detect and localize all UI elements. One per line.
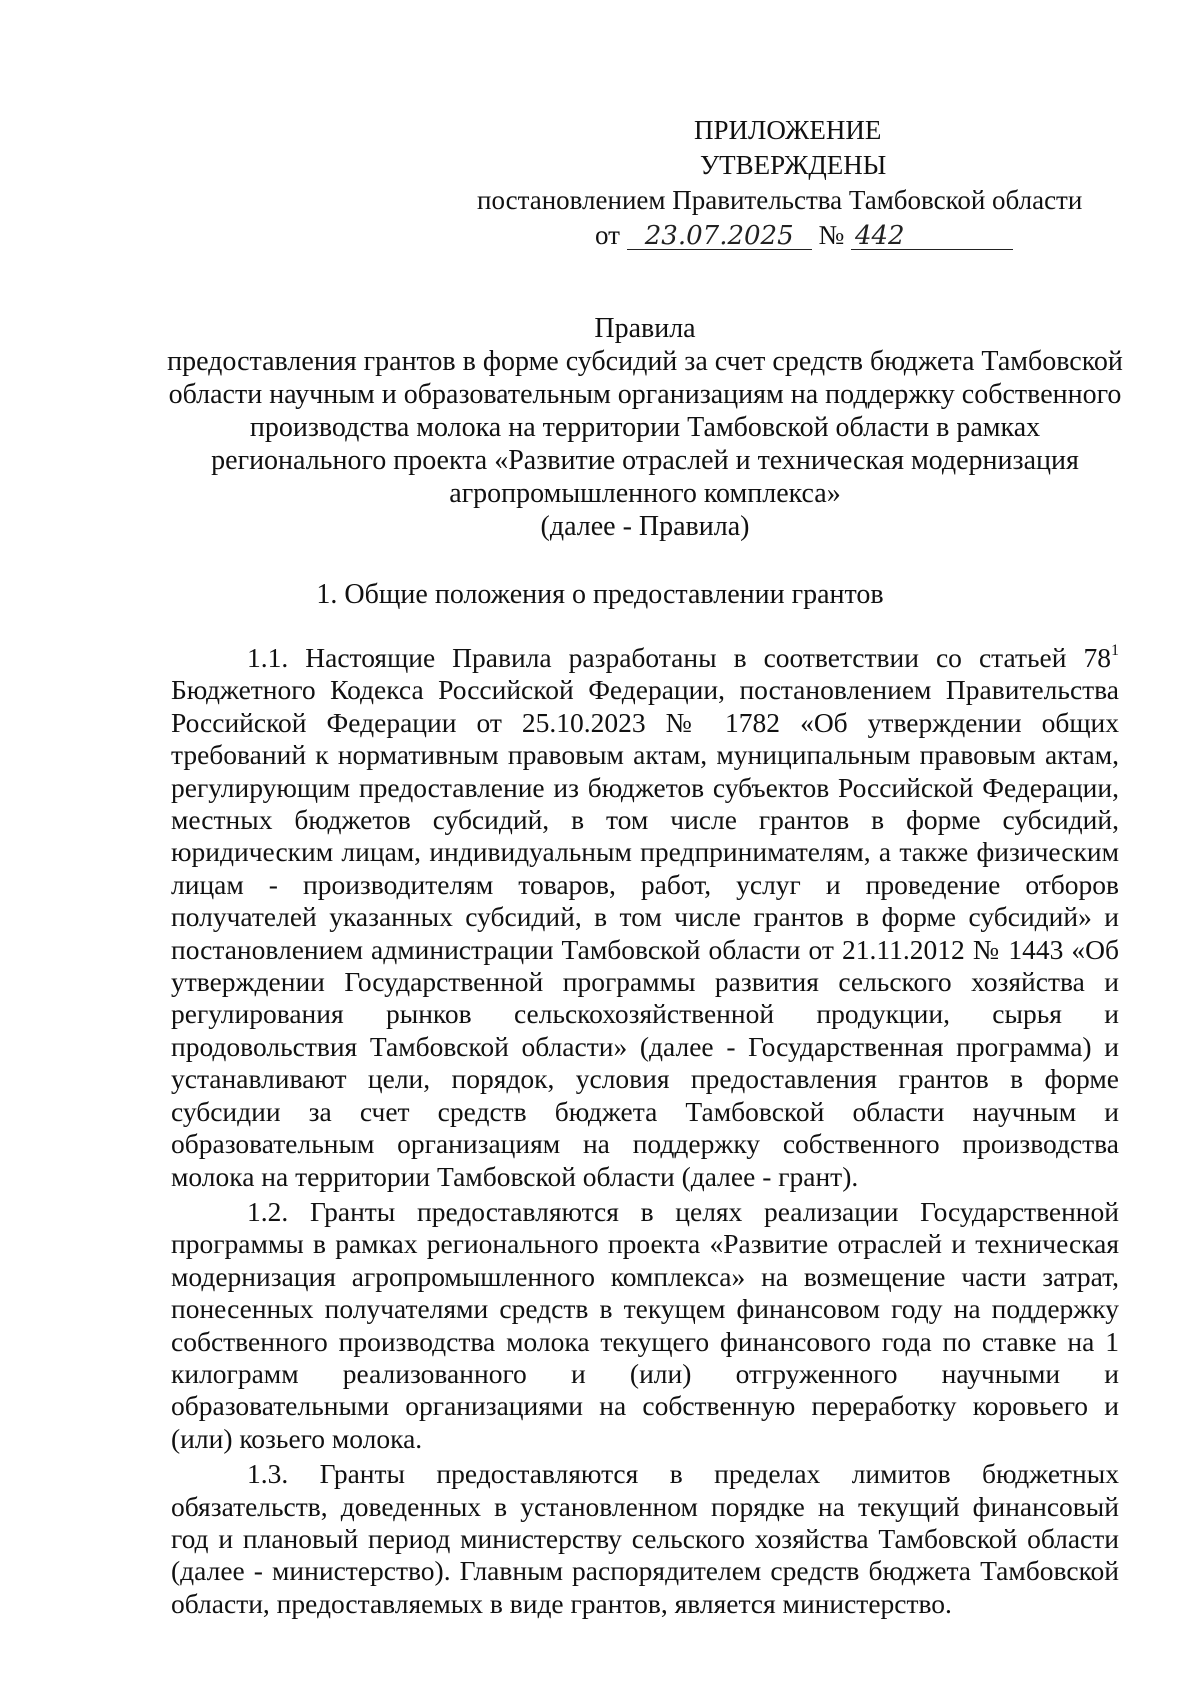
- paragraph-1-1-rest: Бюджетного Кодекса Российской Федерации, постановлением Правительства Российской Федерации от 25.10.2023 № 1782 «Об утверждении общих требований к нормативным правовым актам, муниципальным правовым актам, регулирующим предоставление из бюджетов субъектов Российской Федерации, местных бюджетов субсидий, в том числе грантов в форме субсидий, юридическим лицам, индивидуальным предпринимателям, а также физическим лицам - производителям товаров, работ, услуг и проведение отборов получателей указанных субсидий, в том числе грантов в форме субсидий» и постановлением администрации Тамбовской области от 21.11.2012 № 1443 «Об утверждении Государственной программы развития сельского хозяйства и регулирования рынков сельскохозяйственной продукции, сырья и продовольствия Тамбовской области» (далее - Государственная программа) и устанавливают цели, порядок, условия предоставления грантов в форме субсидии за счет средств бюджета Тамбовской области научным и образовательным организациям на поддержку собственного производства молока на территории Тамбовской области (далее - грант).: [171, 674, 1119, 1192]
- title-line: агропромышленного комплекса»: [449, 478, 841, 509]
- title-line: предоставления грантов в форме субсидий за счет средств бюджета Тамбовской: [167, 346, 1123, 377]
- date-field: [627, 222, 812, 250]
- document-body: [171, 642, 1119, 1620]
- title-line: области научным и образовательным организациям на поддержку собственного: [168, 379, 1122, 410]
- handwritten-date: 23.07.2025: [644, 221, 794, 251]
- document-title: [150, 312, 1140, 543]
- section-heading: 1. Общие положения о предоставлении грантов: [316, 579, 884, 610]
- appendix-label: ПРИЛОЖЕНИЕ: [694, 115, 882, 145]
- number-prefix: №: [818, 220, 845, 250]
- number-field: [851, 222, 1013, 250]
- paragraph-1-1: [171, 642, 1119, 1193]
- approval-authority: постановлением Правительства Тамбовской области: [477, 185, 1083, 215]
- title-line: производства молока на территории Тамбовской области в рамках: [249, 412, 1041, 443]
- handwritten-number: 442: [854, 221, 905, 251]
- title-word: Правила: [594, 313, 696, 344]
- paragraph-1-3: 1.3. Гранты предоставляются в пределах лимитов бюджетных обязательств, доведенных в установленном порядке на текущий финансовый год и плановый период министерству сельского хозяйства Тамбовской области (далее - министерство). Главным распорядителем средств бюджета Тамбовской области, предоставляемых в виде грантов, является министерство.: [171, 1458, 1119, 1619]
- paragraph-1-1-start: 1.1. Настоящие Правила разработаны в соответствии со статьей 78: [247, 642, 1111, 673]
- title-line: (далее - Правила): [540, 511, 750, 542]
- approved-label: УТВЕРЖДЕНЫ: [700, 150, 887, 180]
- date-prefix: от: [595, 220, 620, 250]
- paragraph-1-2: 1.2. Гранты предоставляются в целях реализации Государственной программы в рамках регионального проекта «Развитие отраслей и техническая модернизация агропромышленного комплекса» на возмещение части затрат, понесенных получателями средств в текущем финансовом году на поддержку собственного производства молока текущего финансового года по ставке на 1 килограмм реализованного и (или) отгруженного научными и образовательными организациями на собственную переработку коровьего и (или) козьего молока.: [171, 1195, 1119, 1454]
- approval-date-number: [595, 219, 1013, 252]
- article-superscript: 1: [1111, 642, 1119, 659]
- title-line: регионального проекта «Развитие отраслей и техническая модернизация: [211, 445, 1079, 476]
